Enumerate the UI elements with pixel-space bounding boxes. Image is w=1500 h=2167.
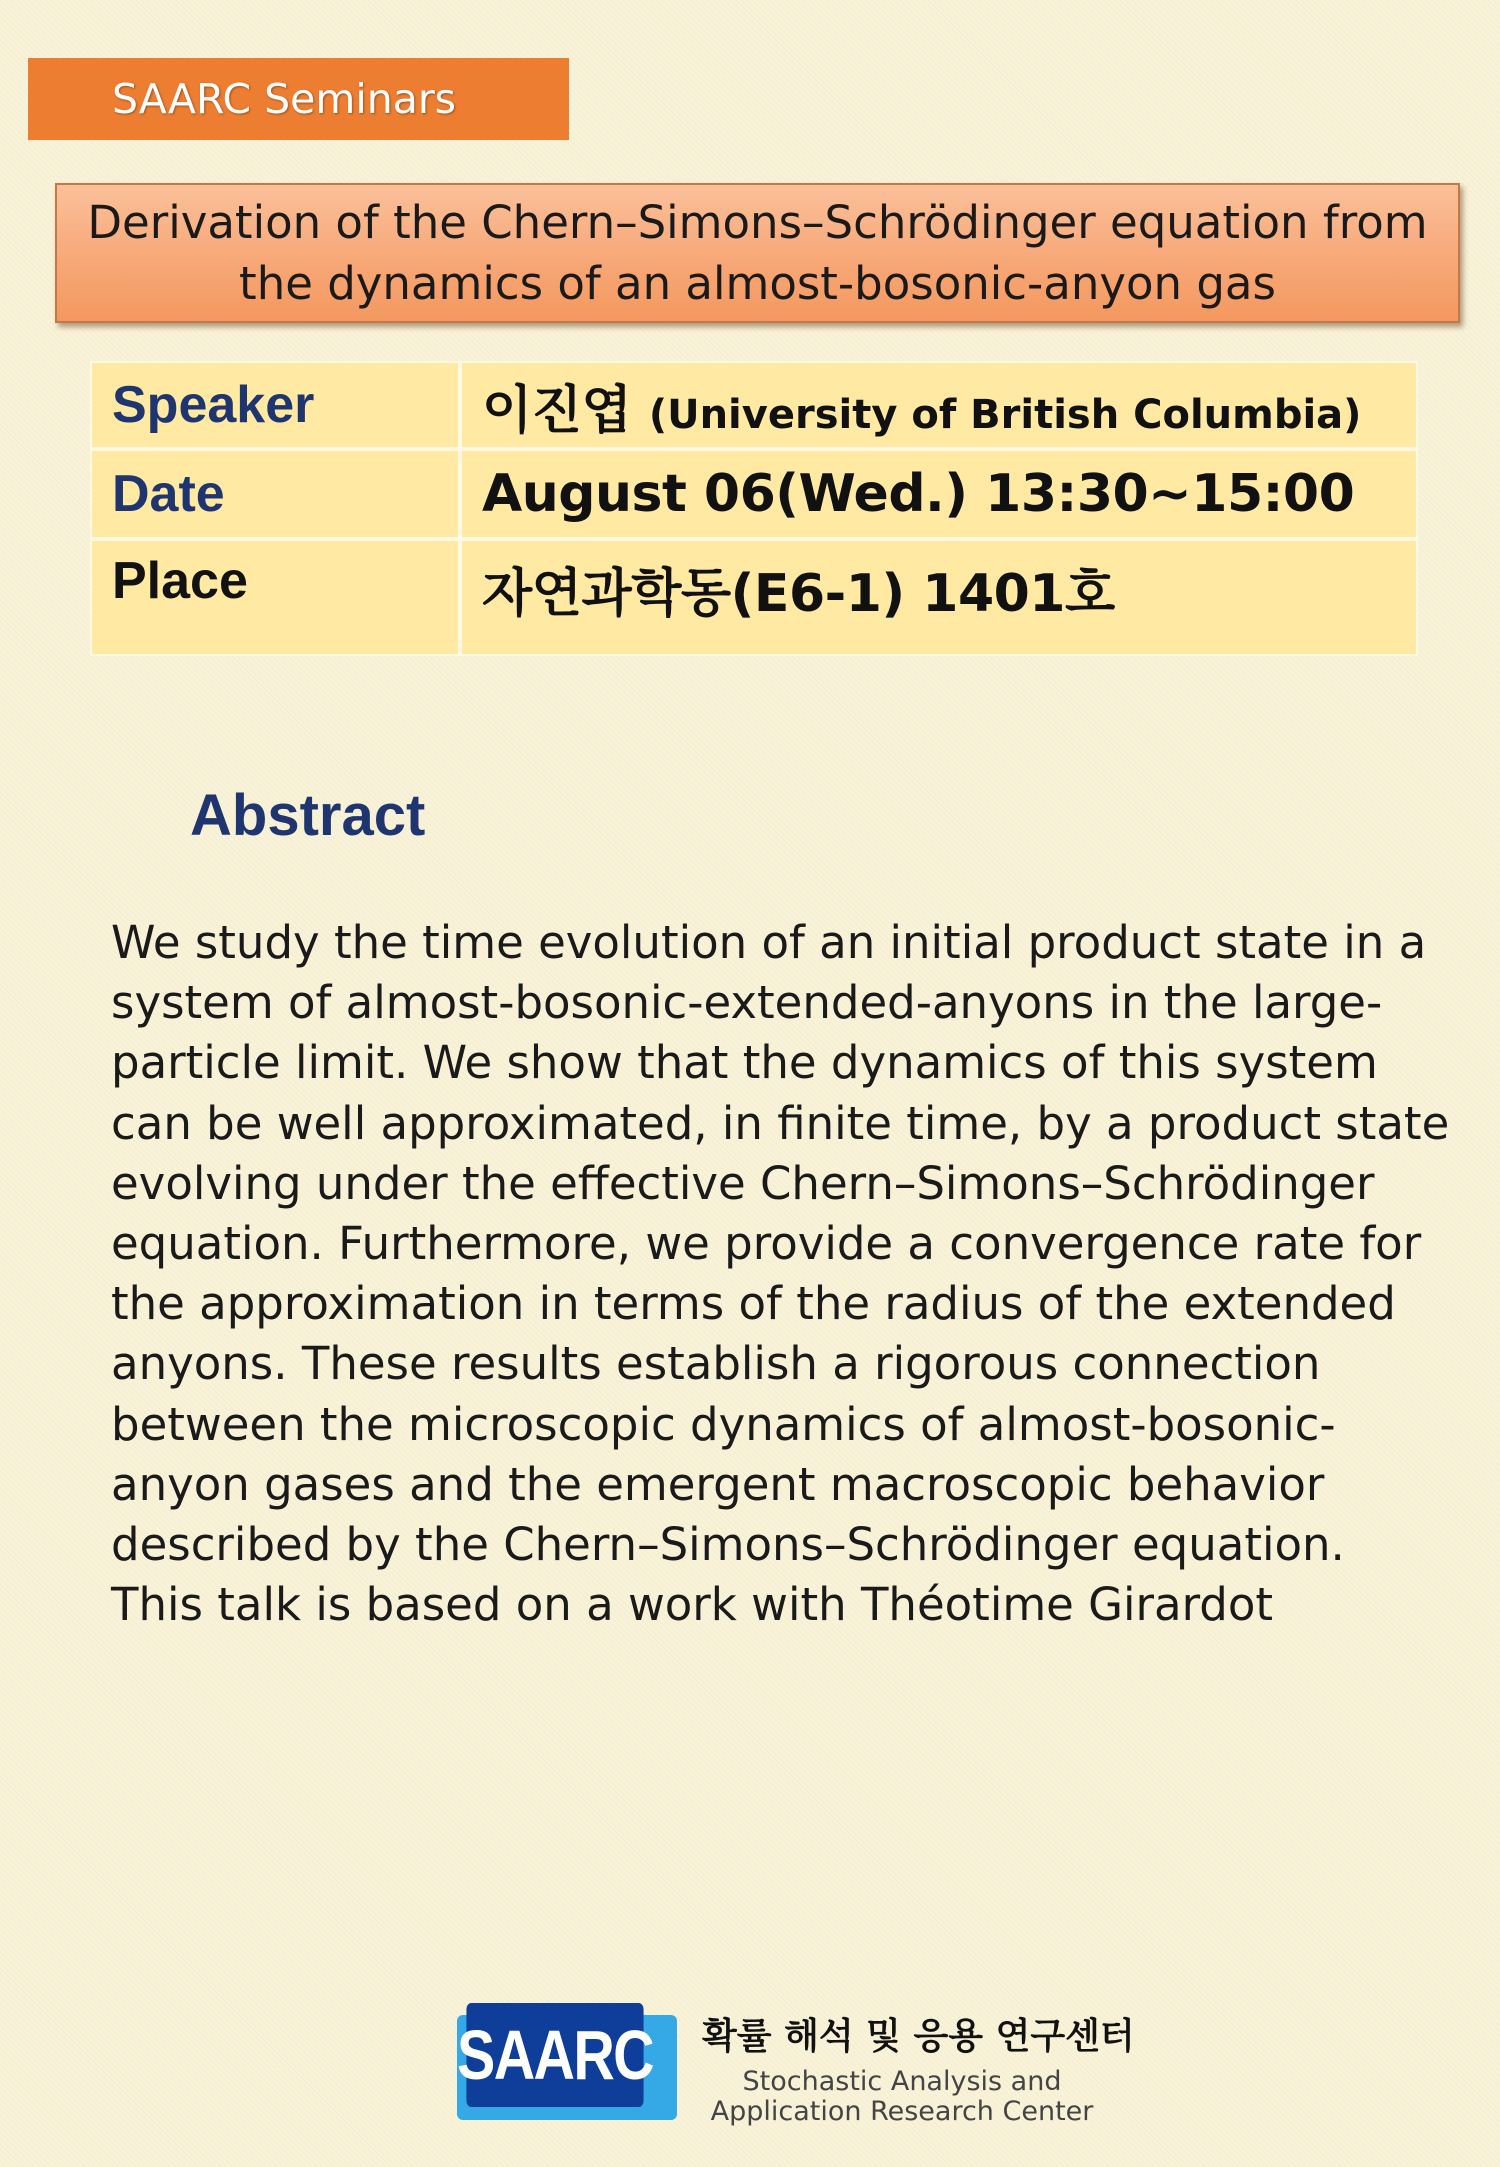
speaker-row bbox=[90, 361, 1418, 449]
speaker-value bbox=[460, 361, 1418, 449]
center-korean-name: 확률 해석 및 응용 연구센터 bbox=[702, 2016, 1135, 2057]
center-english-line-2: Application Research Center bbox=[710, 2096, 1094, 2127]
series-title: SAARC Seminars bbox=[112, 75, 457, 123]
seminar-info-table bbox=[90, 361, 1418, 656]
date-row bbox=[90, 449, 1418, 539]
talk-title-line-1: Derivation of the Chern–Simons–Schrödinger equation from bbox=[87, 196, 1428, 249]
center-english-line-1: Stochastic Analysis and bbox=[742, 2066, 1062, 2097]
abstract-body bbox=[111, 913, 1466, 1635]
speaker-affiliation: (University of British Columbia) bbox=[648, 391, 1362, 438]
center-english-name bbox=[702, 2067, 1102, 2127]
place-value: 자연과학동(E6-1) 1401호 bbox=[460, 539, 1418, 656]
series-banner bbox=[28, 58, 569, 140]
saarc-logo bbox=[447, 2003, 1135, 2127]
speaker-name: 이진엽 bbox=[482, 380, 632, 441]
abstract-text: We study the time evolution of an initial product state in a system of almost-bosonic-extended-anyons in the large-particle limit. We show that the dynamics of this system can be well approximated, in finite time, by a product state evolving under the effective Chern–Simons–Schrödinger equation. Furthermore, we provide a convergence rate for the approximation in terms of the radius of the extended anyons. These results establish a rigorous connection between the microscopic dynamics of almost-bosonic-anyon gases and the emergent macroscopic behavior described by the Chern–Simons–Schrödinger equation. bbox=[111, 916, 1450, 1572]
talk-title-line-2: the dynamics of an almost-bosonic-anyon gas bbox=[239, 257, 1276, 310]
logo-badge-text: SAARC bbox=[466, 2003, 643, 2107]
talk-title-box bbox=[55, 183, 1460, 323]
abstract-note: This talk is based on a work with Théotime Girardot bbox=[111, 1578, 1274, 1632]
speaker-label: Speaker bbox=[90, 361, 460, 449]
date-label: Date bbox=[90, 449, 460, 539]
place-row bbox=[90, 539, 1418, 656]
place-label: Place bbox=[90, 539, 460, 656]
abstract-heading: Abstract bbox=[190, 783, 426, 848]
date-value: August 06(Wed.) 13:30~15:00 bbox=[460, 449, 1418, 539]
talk-title bbox=[87, 192, 1427, 314]
saarc-logo-badge bbox=[447, 2003, 677, 2120]
